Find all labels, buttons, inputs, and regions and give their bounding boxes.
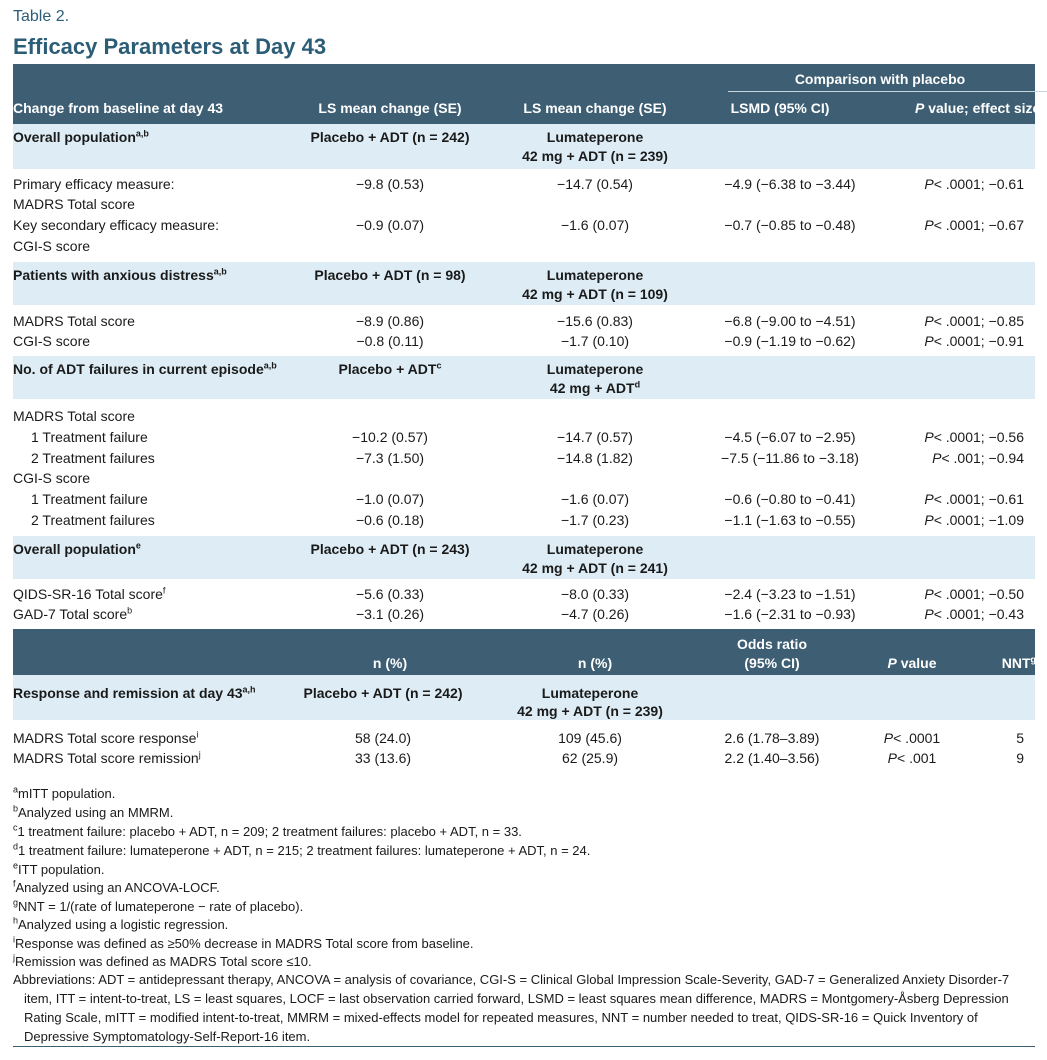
placebo-value: 58 (24.0) <box>354 730 412 746</box>
footnote: $^e$ITT population. <box>13 860 105 877</box>
placebo-value: −8.9 (0.86) <box>355 313 425 329</box>
placebo-value: −0.8 (0.11) <box>356 333 424 349</box>
odds-value: 2.2 (1.40–3.56) <box>724 750 820 766</box>
table-title: Efficacy Parameters at Day 43 <box>13 34 327 59</box>
luma-value: −1.6 (0.07) <box>560 491 630 507</box>
section-luma-dose: 42 mg + ADT (n = 109) <box>522 286 668 302</box>
placebo-value: −9.8 (0.53) <box>355 176 425 192</box>
row-group-label: MADRS Total score <box>13 408 135 424</box>
bottom-rule <box>13 1046 1035 1047</box>
footnote: $^g$NNT = 1/(rate of lumateperone − rate of placebo). <box>13 897 304 914</box>
col-header-pvalue: P value; effect size <box>915 100 1041 116</box>
p-value: P< .0001; −0.61 <box>924 491 1024 507</box>
odds-value: 2.6 (1.78–3.89) <box>724 730 820 746</box>
row-label: 1 Treatment failure <box>31 429 148 445</box>
p-value: P< .0001; −0.61 <box>924 176 1024 192</box>
lsmd-value: −0.9 (−1.19 to −0.62) <box>724 333 856 349</box>
col-header-luma-n: n (%) <box>577 655 613 671</box>
col-header-luma: LS mean change (SE) <box>523 100 667 116</box>
placebo-value: −3.1 (0.26) <box>355 606 425 622</box>
table-header-2 <box>13 629 1035 675</box>
placebo-value: −5.6 (0.33) <box>355 586 425 602</box>
footnote: $^c$1 treatment failure: placebo + ADT, n = 209; 2 treatment failures: placebo + ADT, n = 33. <box>13 822 522 839</box>
row-label: 1 Treatment failure <box>31 491 148 507</box>
p-value: P< .001 <box>887 750 937 766</box>
row-label: 2 Treatment failures <box>31 450 155 466</box>
luma-value: −14.7 (0.57) <box>557 429 633 445</box>
lsmd-value: −6.8 (−9.00 to −4.51) <box>724 313 856 329</box>
p-value: P< .0001; −0.85 <box>924 313 1024 329</box>
luma-value: −8.0 (0.33) <box>560 586 630 602</box>
table-label: Table 2. <box>13 8 70 25</box>
lsmd-value: −1.6 (−2.31 to −0.93) <box>724 606 856 622</box>
p-value: P< .0001; −0.91 <box>924 333 1024 349</box>
section-placebo: Placebo + ADT (n = 242) <box>303 685 463 701</box>
luma-value: 109 (45.6) <box>558 730 622 746</box>
placebo-value: −10.2 (0.57) <box>352 429 428 445</box>
row-label: QIDS-SR-16 Total score$^f$ <box>13 585 166 602</box>
section-placebo: Placebo + ADT (n = 98) <box>314 267 466 283</box>
row-label: GAD-7 Total score$^b$ <box>13 605 133 622</box>
header-divider <box>728 91 1047 92</box>
p-value: P< .0001; −1.09 <box>924 512 1024 528</box>
placebo-value: −1.0 (0.07) <box>355 491 425 507</box>
section-label: Response and remission at day 43$^{a,h}$ <box>13 684 256 701</box>
footnote: $^b$Analyzed using an MMRM. <box>13 803 174 820</box>
section-luma: Lumateperone <box>546 129 644 145</box>
p-value: P< .0001; −0.50 <box>924 586 1024 602</box>
lsmd-value: −4.9 (−6.38 to −3.44) <box>724 176 856 192</box>
section-label: Patients with anxious distress$^{a,b}$ <box>13 266 227 283</box>
nnt-value: 9 <box>1016 750 1024 766</box>
luma-value: −4.7 (0.26) <box>560 606 630 622</box>
luma-value: −14.7 (0.54) <box>557 176 633 192</box>
footnote: $^i$Response was defined as ≥50% decrease in MADRS Total score from baseline. <box>13 934 474 951</box>
footnote: $^a$mITT population. <box>13 784 116 801</box>
section-placebo: Placebo + ADT (n = 242) <box>310 129 470 145</box>
section-placebo: Placebo + $ADT^c$ <box>338 360 442 377</box>
lsmd-value: −7.5 (−11.86 to −3.18) <box>721 450 859 466</box>
row-label: Primary efficacy measure: <box>13 176 175 192</box>
placebo-value: −0.6 (0.18) <box>355 512 425 528</box>
col-header-placebo: LS mean change (SE) <box>318 100 462 116</box>
lsmd-value: −0.6 (−0.80 to −0.41) <box>724 491 856 507</box>
luma-value: −1.7 (0.23) <box>560 512 630 528</box>
abbreviations: Abbreviations: ADT = antidepressant therapy, ANCOVA = analysis of covariance, CGI-S = Clinical Global Impression Scale-Severity, GAD-7 = Generalized Anxiety Disorder-7 item, ITT = intent-to-treat, LS = least squares, LOCF = last observation carried forward, LSMD = least squares mean difference, MADRS = Montgomery-Åsberg Depression Rating Scale, mITT = modified intent-to-treat, MMRM = mixed-effects model for repeated measures, NNT = number needed to treat, QIDS-SR-16 = Quick Inventory of Depressive Symptomatology-Self-Report-16 item. <box>13 972 1010 1044</box>
section-luma: Lumateperone <box>546 267 644 283</box>
section-luma: Lumateperone <box>546 541 644 557</box>
lsmd-value: −0.7 (−0.85 to −0.48) <box>724 217 856 233</box>
row-label: CGI-S score <box>13 238 91 254</box>
col-header-odds: Odds ratio <box>736 636 808 652</box>
section-label: No. of ADT failures in current episode$^{a,b}$ <box>13 360 277 377</box>
p-value: P< .0001 <box>883 730 941 746</box>
luma-value: 62 (25.9) <box>561 750 619 766</box>
placebo-value: −7.3 (1.50) <box>355 450 425 466</box>
luma-value: −15.6 (0.83) <box>557 313 633 329</box>
luma-value: −1.6 (0.07) <box>560 217 630 233</box>
luma-value: −14.8 (1.82) <box>557 450 633 466</box>
luma-value: −1.7 (0.10) <box>560 333 630 349</box>
lsmd-value: −1.1 (−1.63 to −0.55) <box>724 512 856 528</box>
section-label: Overall population$^{a,b}$ <box>13 128 149 145</box>
row-label: CGI-S score <box>13 333 91 349</box>
nnt-value: 5 <box>1016 730 1024 746</box>
col-header-change: Change from baseline at day 43 <box>13 100 224 116</box>
section-luma-dose: 42 mg + ADT (n = 241) <box>522 560 668 576</box>
p-value: P< .001; −0.94 <box>932 450 1024 466</box>
p-value: P< .0001; −0.67 <box>924 217 1024 233</box>
section-luma-dose: 42 mg + $ADT^d$ <box>549 379 641 396</box>
lsmd-value: −4.5 (−6.07 to −2.95) <box>724 429 856 445</box>
col-header-odds-ci: (95% CI) <box>744 655 800 671</box>
section-luma: Lumateperone <box>541 685 639 701</box>
p-value: P< .0001; −0.43 <box>924 606 1024 622</box>
footnote: $^j$Remission was defined as MADRS Total score ≤10. <box>13 952 312 969</box>
row-label: MADRS Total score remission$^j$ <box>13 749 201 766</box>
p-value: P< .0001; −0.56 <box>924 429 1024 445</box>
footnote: $^d$1 treatment failure: lumateperone + ADT, n = 215; 2 treatment failures: lumateperone + ADT, n = 24. <box>13 841 591 858</box>
row-label: MADRS Total score <box>13 196 135 212</box>
col-header-pvalue-2: P value <box>887 655 937 671</box>
row-label: MADRS Total score <box>13 313 135 329</box>
row-group-label: CGI-S score <box>13 470 91 486</box>
col-header-placebo-n: n (%) <box>372 655 408 671</box>
row-label: MADRS Total score response$^i$ <box>13 729 199 746</box>
lsmd-value: −2.4 (−3.23 to −1.51) <box>724 586 856 602</box>
section-luma-dose: 42 mg + ADT (n = 239) <box>522 148 668 164</box>
col-header-lsmd: LSMD (95% CI) <box>730 100 830 116</box>
col-header-nnt: NNT$^g$ <box>1001 654 1036 671</box>
section-luma: Lumateperone <box>546 361 644 377</box>
row-label: Key secondary efficacy measure: <box>13 217 219 233</box>
section-placebo: Placebo + ADT (n = 243) <box>310 541 470 557</box>
comparison-header: Comparison with placebo <box>794 71 966 87</box>
placebo-value: 33 (13.6) <box>354 750 412 766</box>
row-label: 2 Treatment failures <box>31 512 155 528</box>
section-luma-dose: 42 mg + ADT (n = 239) <box>517 703 663 719</box>
placebo-value: −0.9 (0.07) <box>355 217 425 233</box>
section-label: Overall population$^e$ <box>13 540 141 557</box>
footnote: $^f$Analyzed using an ANCOVA-LOCF. <box>13 878 220 895</box>
footnote: $^h$Analyzed using a logistic regression. <box>13 915 229 932</box>
